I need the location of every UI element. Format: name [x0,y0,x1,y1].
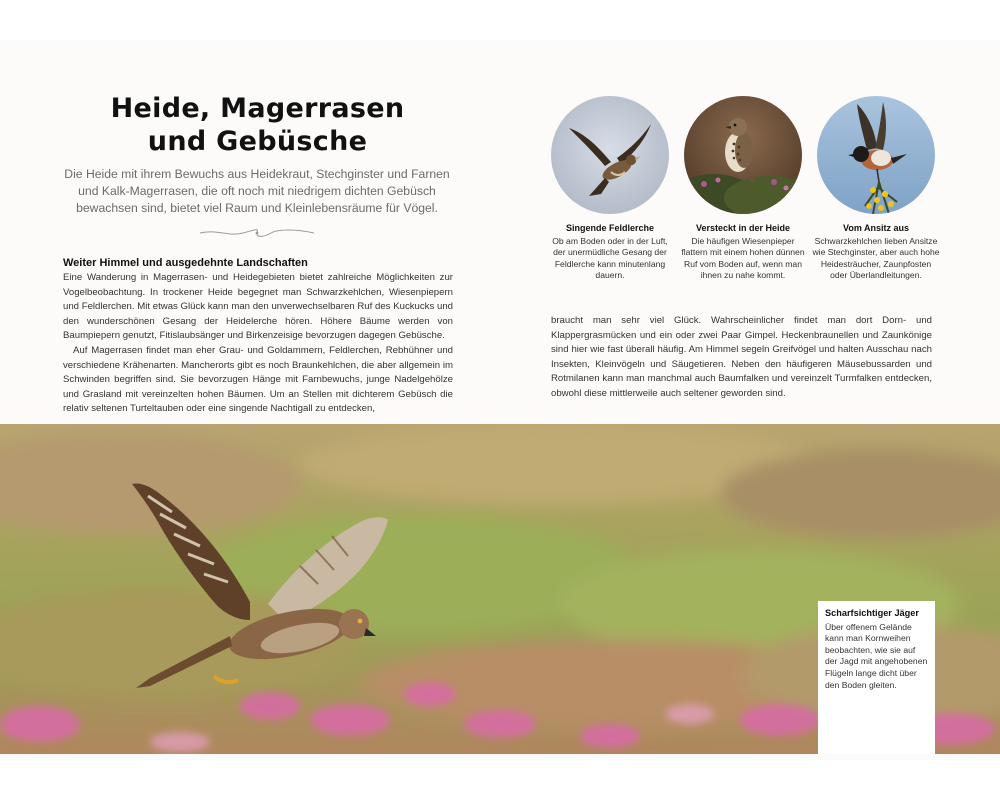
flourish-divider-icon [198,226,316,240]
title-line-2: und Gebüsche [147,126,368,157]
info-box-heading: Scharfsichtiger Jäger [825,608,919,618]
caption-skylark [546,223,674,282]
page-title [60,92,455,158]
meadow-pipit-photo-icon [684,96,802,214]
caption-text: Schwarzkehlchen lieben Ansitze wie Stechginster, aber auch hohe Heidesträucher, Zaunpfosten oder Überlandleitungen. [812,235,940,280]
body-text-right [551,314,932,402]
caption-heading: Versteckt in der Heide [695,223,791,233]
skylark-photo-icon [551,96,669,214]
paragraph-3: braucht man sehr viel Glück. Wahrscheinlicher findet man dort Dorn- und Klappergrasmücken und ein oder zwei Paar Gimpel. Heckenbraunellen und Zaunkönige sind hier wie fast überall häufig. Am Himmel segeln Greifvögel und halten Ausschau nach Insekten, Kleinvögeln und Säugetieren. Neben den häufigeren Mäusebussarden und Rotmilanen kann man manchmal auch Baumfalken und vereinzelt Turmfalken entdecken, obwohl diese mittlerweile auch seltener geworden sind. [551,315,932,399]
caption-heading: Vom Ansitz aus [842,223,909,233]
caption-heading: Singende Feldlerche [565,223,655,233]
paragraph-2: Auf Magerrasen findet man eher Grau- und Goldammern, Feldlerchen, Rebhühner und verschiedene Krähenarten. Mancherorts gibt es noch Braunkehlchen, die aber allgemein im Schwinden begriffen sind. Sie bevorzugen Hänge mit Farnbewuchs, junge Nadelgehölze und Grasland mit vereinzelten hohen Bäumen. Um an Stellen mit dichterem Gebüsch die relativ seltenen Turteltauben oder eine singende Nachtigall zu entdecken, [63,344,453,415]
caption-stonechat [812,223,940,282]
section-heading: Weiter Himmel und ausgedehnte Landschaften [63,257,308,269]
intro-text: Die Heide mit ihrem Bewuchs aus Heidekraut, Stechginster und Farnen und Kalk-Magerrasen, die oft noch mit niedrigem dichten Gebüsch bewachsen sind, bietet viel Raum und Kleinlebensräume für Vögel. [64,167,450,215]
body-text-left [63,271,453,417]
title-line-1: Heide, Magerrasen [110,93,405,124]
caption-meadow-pipit [679,223,807,282]
info-box [818,601,935,754]
info-box-text: Über offenem Gelände kann man Kornweihen beobachten, wie sie auf der Jagd mit angehobenen Flügeln lange dicht über den Boden gleiten. [825,621,928,690]
caption-text: Die häufigen Wiesenpieper flattern mit einem hohen dünnen Ruf vom Boden auf, wenn man ihnen zu nahe kommt. [681,235,805,280]
caption-text: Ob am Boden oder in der Luft, der unermüdliche Gesang der Feldlerche kann minutenlang dauern. [552,235,668,280]
stonechat-photo-icon [817,96,935,214]
paragraph-1: Eine Wanderung in Magerrasen- und Heidegebieten bietet zahlreiche Möglichkeiten zur Vogelbeobachtung. In trockener Heide begegnet man Schwarzkehlchen, Wiesenpiepern und Feldlerchen. Mit etwas Glück kann man den unverwechselbaren Ruf des Kuckucks und den wunderschönen Gesang der Heidelerche hören. Höhere Bäume werden von Baumpiepern genutzt, Fitislaubsänger und Birkenzeisige bevorzugen dagegen Gebüsche. [63,272,453,342]
